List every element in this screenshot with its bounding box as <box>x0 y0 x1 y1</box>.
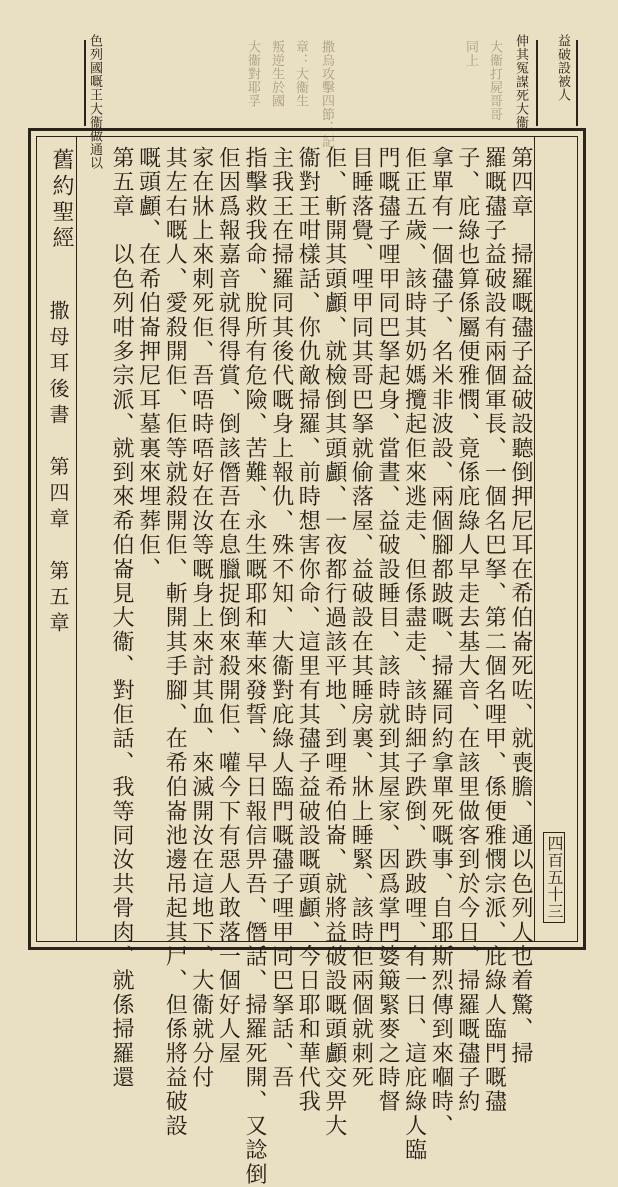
margin-gloss: 同上 <box>463 40 478 67</box>
text-column: 指擊救我命、脫所有危險、苦難、永生嘅耶和華來發誓、早日報信畀吾、僭話、掃羅死開、又諗倒 <box>242 146 267 1187</box>
text-column: 嘅頭顱、在希伯崙押尼耳墓裏來埋葬佢、 <box>135 146 161 582</box>
margin-gloss: 章：大衞生 <box>293 40 308 108</box>
page-number: 四百五十三 <box>543 832 565 923</box>
column-rule <box>534 136 535 942</box>
text-column: 門嘅孻子哩甲同巴拏起身、當晝、益破設睡目、該時就到其屋家、因爲掌門婆簸緊麥之時督 <box>375 146 400 1114</box>
text-column: 目睡落覺、哩甲同其哥巴拏就偷落屋、益破設在其睡房裏、牀上睡緊、該時佢兩個就刺死 <box>348 146 374 1090</box>
text-column: 第五章 以色列咁多宗派、就到來希伯崙見大衞、對佢話、我等同汝共骨肉、就係掃羅還 <box>109 146 134 1090</box>
text-column: 佢正五歲、該時其奶媽攬起佢來逃走、但係盡走、該時細子跌倒、跌跛哩、有一日、這庇綠人臨 <box>401 146 427 1163</box>
gloss-rule <box>84 40 86 126</box>
margin-gloss: 大衞對耶孚 <box>245 40 260 108</box>
text-column: 主我王在掃羅同其後代嘅身上報仇、殊不知、大衞對庇綠人臨門嘅孻子哩甲同巴拏話、吾 <box>268 146 294 1090</box>
text-column: 羅嘅孻子益破設有兩個軍長、一個名巴拏、第二個名哩甲、係便雅憫宗派、庇綠人臨門嘅孻 <box>481 146 507 1114</box>
text-column: 其左右嘅人、愛殺開佢、佢等就殺開佢、斬開其手腳、在希伯崙池邊吊起其尸、但係將益破設 <box>162 146 188 1139</box>
gloss-rule <box>536 40 538 126</box>
column-rule <box>76 136 77 942</box>
text-column: 佢因爲報嘉音就得得賞、倒該僭吾在息臘捉倒來殺開佢、嚾今下有惡人敢落一個好人屋 <box>215 146 241 1066</box>
text-column: 拿單有一個孻子、名米非波設、兩個腳都跛嘅、掃羅同約拿單死嘅事、自耶斯烈傳到來嗰時、 <box>428 146 454 1139</box>
text-column: 衞對王咁樣話、你仇敵掃羅、前時想害你命、這里有其孻子益破設嘅頭顱、今日耶和華代我 <box>295 146 321 1114</box>
running-head: 撒母耳後書 第四章 第五章 <box>46 300 70 638</box>
margin-gloss: 益破設被人 <box>555 34 570 102</box>
margin-gloss: 叛逆生於國 <box>269 40 284 108</box>
book-title: 舊約聖經 <box>49 148 74 252</box>
gloss-rule <box>576 40 578 126</box>
text-column: 子、庇綠也算係屬便雅憫、竟係庇綠人早走去基大音、在該里做客到於今日、掃羅嘅孻子約 <box>454 146 480 1114</box>
text-column: 佢、斬開其頭顱、就檢倒其頭顱、一夜都行過該平地、到哩希伯崙、就將益破設嘅頭顱交畀大 <box>321 146 347 1139</box>
margin-gloss: 大衞做通以 色列國嘅王 <box>87 34 102 169</box>
text-column: 家在牀上來刺死佢、吾唔時唔好在汝等嘅身上來討其血、來滅開汝在這地下、大衞就分付 <box>188 146 214 1090</box>
margin-gloss: 大衞打屍哥哥 <box>487 40 502 121</box>
margin-gloss: 謀死大衞 伸其冤 <box>513 34 528 129</box>
text-column: 第四章 掃羅嘅孻子益破設聽倒押尼耳在希伯崙死咗、就喪膽、通以色列人也着驚、掃 <box>508 146 533 1066</box>
margin-gloss: 四節：記 撒烏攻擊 <box>319 40 334 148</box>
